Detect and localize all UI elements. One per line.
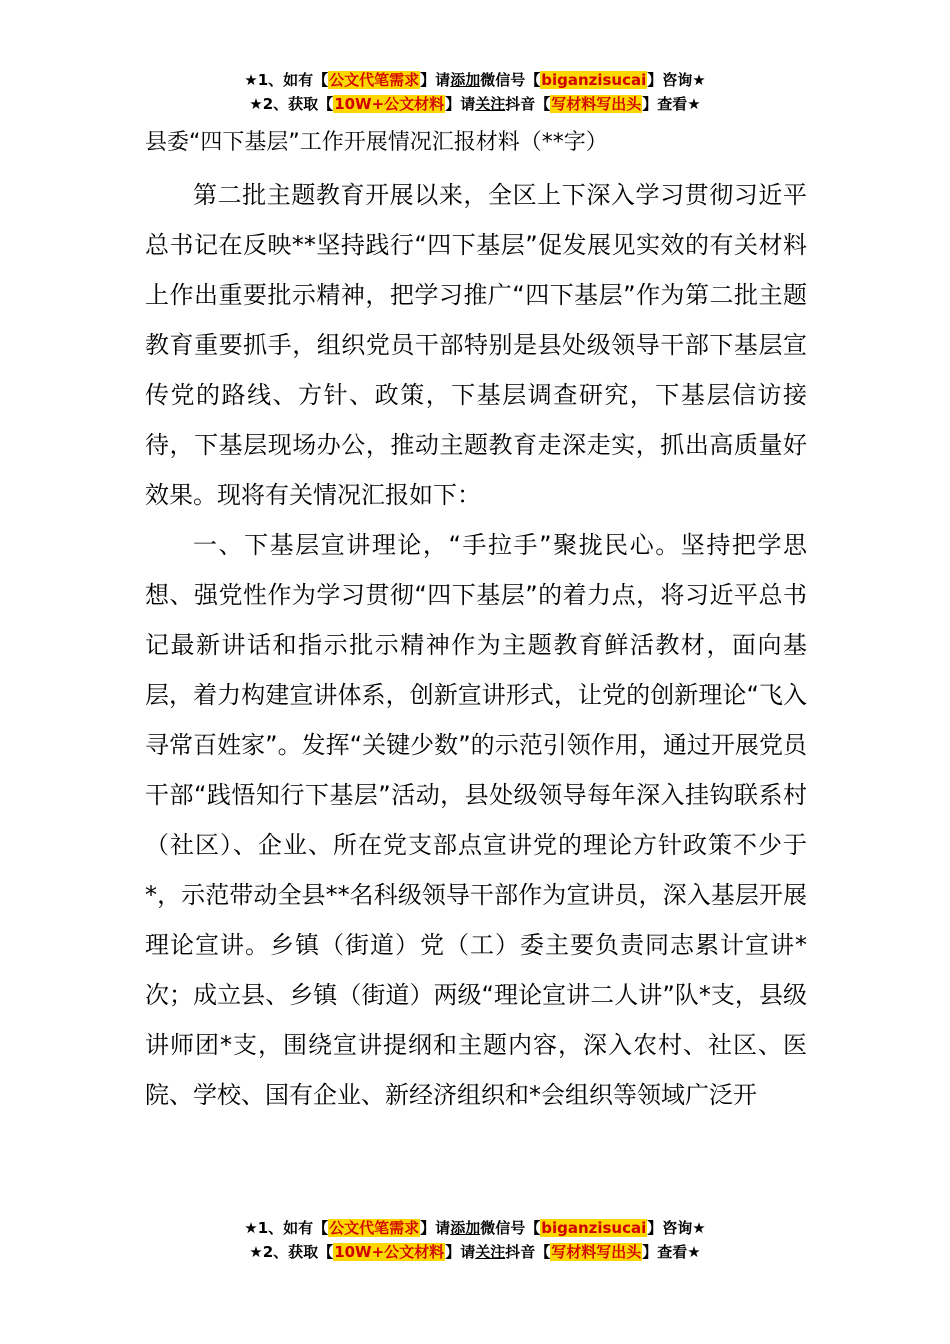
- promo-highlight: 写材料写出头: [551, 1243, 642, 1261]
- promo-text: 】咨询★: [647, 1219, 706, 1237]
- promo-text: 抖音【: [505, 95, 551, 113]
- promo-highlight: 10W+公文材料: [334, 1243, 445, 1261]
- promo-line-1: [0, 68, 950, 92]
- promo-text: 】请: [445, 95, 476, 113]
- promo-underlined: 添加: [450, 71, 481, 89]
- promo-text: ★2、获取【: [249, 1243, 334, 1261]
- top-promo-banner: [0, 68, 950, 116]
- promo-highlight: biganzisucai: [541, 1219, 647, 1237]
- promo-text: ★1、如有【: [244, 1219, 329, 1237]
- promo-underlined: 添加: [450, 1219, 481, 1237]
- promo-text: ★1、如有【: [244, 71, 329, 89]
- bottom-promo-banner: [0, 1216, 950, 1264]
- promo-text: 微信号【: [480, 1219, 541, 1237]
- promo-highlight: 10W+公文材料: [334, 95, 445, 113]
- promo-line-1: [0, 1216, 950, 1240]
- paragraph-section-1: 一、下基层宣讲理论，“手拉手”聚拢民心。坚持把学思想、强党性作为学习贯彻“四下基层”的着力点，将习近平总书记最新讲话和指示批示精神作为主题教育鲜活教材，面向基层，着力构建宣讲体系，创新宣讲形式，让党的创新理论“飞入寻常百姓家”。发挥“关键少数”的示范引领作用，通过开展党员干部“践悟知行下基层”活动，县处级领导每年深入挂钩联系村（社区）、企业、所在党支部点宣讲党的理论方针政策不少于*，示范带动全县**名科级领导干部作为宣讲员，深入基层开展理论宣讲。乡镇（街道）党（工）委主要负责同志累计宣讲*次；成立县、乡镇（街道）两级“理论宣讲二人讲”队*支，县级讲师团*支，围绕宣讲提纲和主题内容，深入农村、社区、医院、学校、国有企业、新经济组织和*会组织等领域广泛开: [145, 531, 807, 1109]
- promo-line-2: [0, 1240, 950, 1264]
- promo-text: 抖音【: [505, 1243, 551, 1261]
- promo-text: 】请: [420, 71, 451, 89]
- promo-underlined: 关注: [475, 1243, 506, 1261]
- document-body: [145, 170, 807, 1120]
- promo-highlight: 写材料写出头: [551, 95, 642, 113]
- promo-highlight: biganzisucai: [541, 71, 647, 89]
- promo-text: 】查看★: [642, 1243, 701, 1261]
- promo-text: 】咨询★: [647, 71, 706, 89]
- promo-text: 】请: [445, 1243, 476, 1261]
- promo-text: ★2、获取【: [249, 95, 334, 113]
- promo-text: 】请: [420, 1219, 451, 1237]
- promo-highlight: 公文代笔需求: [329, 1219, 420, 1237]
- paragraph-intro: 第二批主题教育开展以来，全区上下深入学习贯彻习近平总书记在反映**坚持践行“四下基层”促发展见实效的有关材料上作出重要批示精神，把学习推广“四下基层”作为第二批主题教育重要抓手，组织党员干部特别是县处级领导干部下基层宣传党的路线、方针、政策，下基层调查研究，下基层信访接待，下基层现场办公，推动主题教育走深走实，抓出高质量好效果。现将有关情况汇报如下：: [145, 181, 807, 509]
- promo-text: 微信号【: [480, 71, 541, 89]
- document-title: 县委“四下基层”工作开展情况汇报材料（**字）: [145, 130, 608, 155]
- promo-highlight: 公文代笔需求: [329, 71, 420, 89]
- promo-text: 】查看★: [642, 95, 701, 113]
- promo-line-2: [0, 92, 950, 116]
- promo-underlined: 关注: [475, 95, 506, 113]
